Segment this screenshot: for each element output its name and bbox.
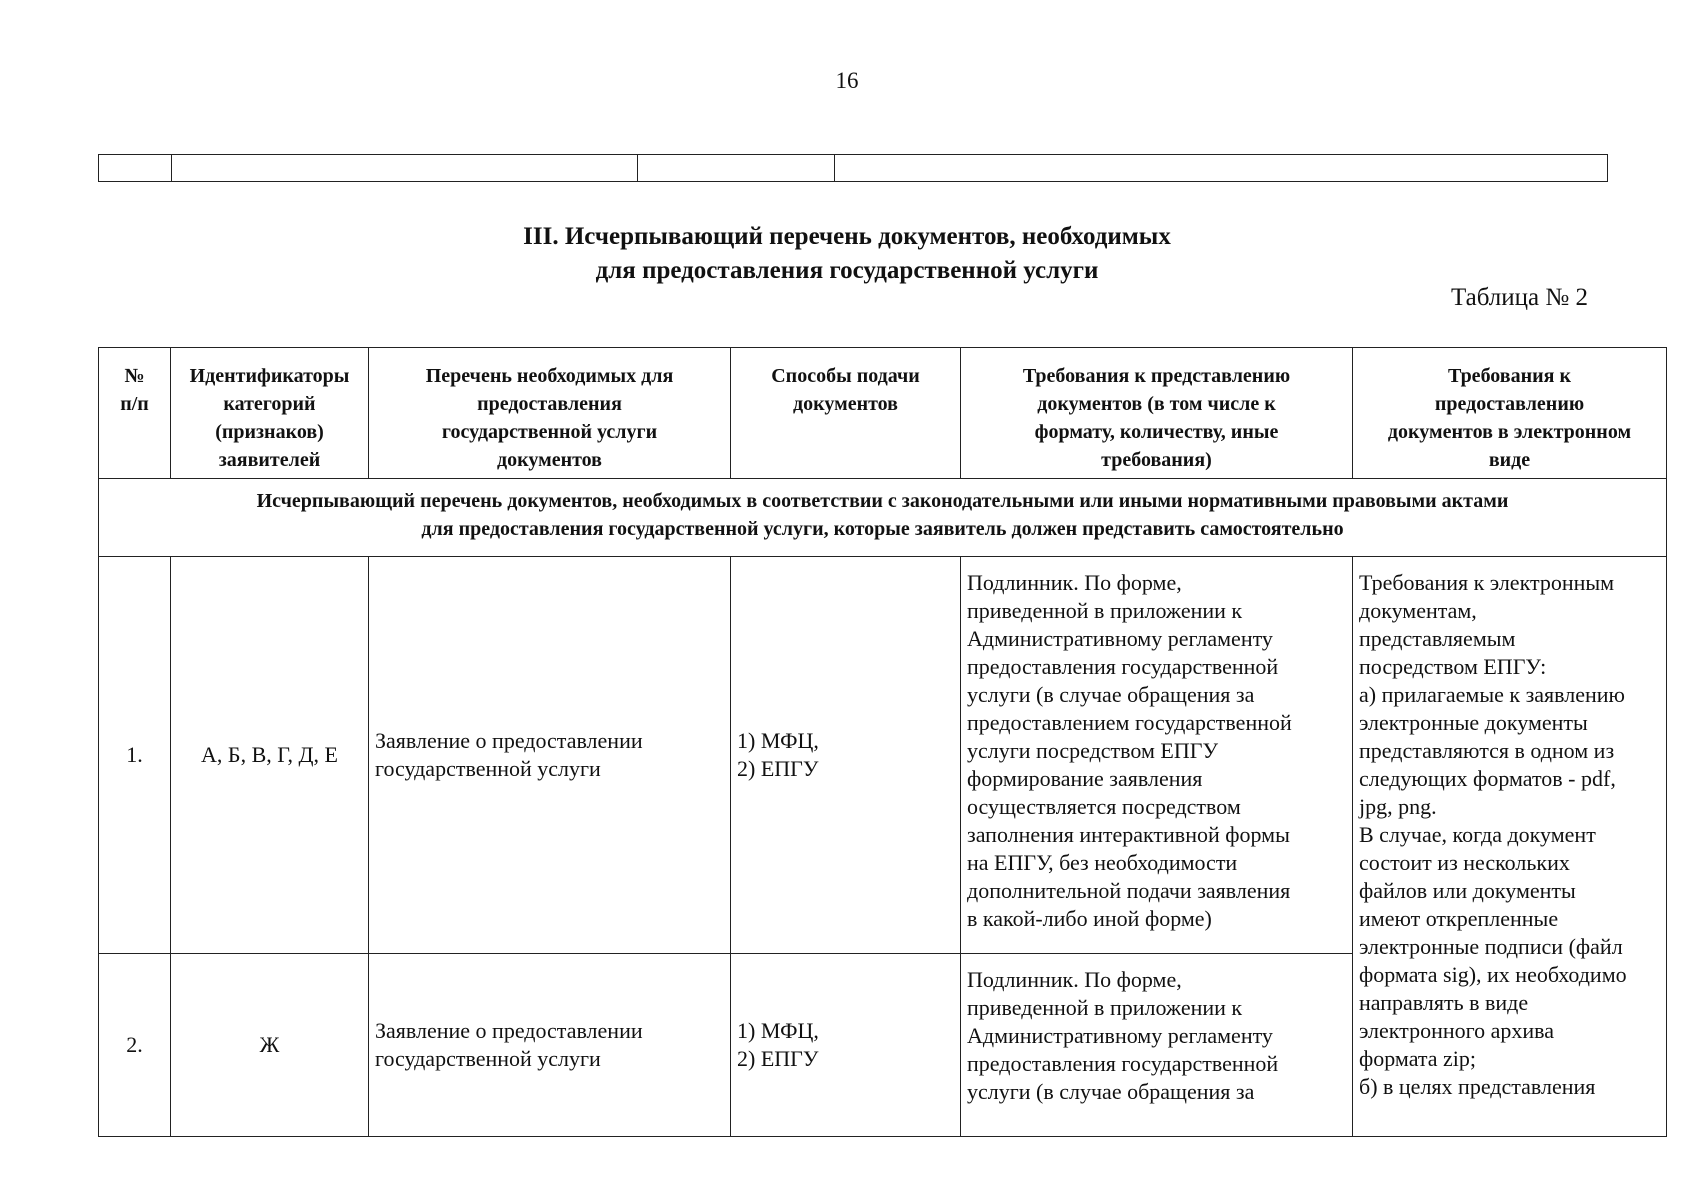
row-requirements: Подлинник. По форме, приведенной в приложении к Административному регламенту предоставления государственной услуги (в случае обращения за предоставлением государственной услуги посредством ЕПГУ формирование заявления осуществляется посредством заполнения интерактивной формы на ЕПГУ, без необходимости дополнительной подачи заявления в какой-либо иной форме) (961, 557, 1353, 954)
table-row (99, 557, 1667, 954)
row-requirements: Подлинник. По форме, приведенной в приложении к Административному регламенту предоставления государственной услуги (в случае обращения за (961, 954, 1353, 1137)
previous-table-fragment (98, 154, 1608, 182)
header-document-list: Перечень необходимых для предоставления государственной услуги документов (369, 348, 731, 479)
header-requirements: Требования к представлению документов (в том числе к формату, количеству, иные требования) (961, 348, 1353, 479)
table-header-row (99, 348, 1667, 479)
row-categories: Ж (171, 954, 369, 1137)
header-submission-methods: Способы подачи документов (731, 348, 961, 479)
section-title-line: III. Исчерпывающий перечень документов, необходимых (523, 223, 1171, 250)
header-categories: Идентификаторы категорий (признаков) заявителей (171, 348, 369, 479)
row-categories: А, Б, В, Г, Д, Е (171, 557, 369, 954)
table-subheader-row (99, 479, 1667, 557)
row-document: Заявление о предоставлении государственной услуги (369, 954, 731, 1137)
row-document: Заявление о предоставлении государственной услуги (369, 557, 731, 954)
header-electronic-requirements: Требования к предоставлению документов в электронном виде (1353, 348, 1667, 479)
electronic-requirements-cell: Требования к электронным документам, представляемым посредством ЕПГУ: а) прилагаемые к заявлению электронные документы представляются в одном из следующих форматов - pdf, jpg, png. В случае, когда документ состоит из нескольких файлов или документы имеют открепленные электронные подписи (файл формата sig), их необходимо направлять в виде электронного архива формата zip; б) в целях представления (1353, 557, 1667, 1137)
row-number: 2. (99, 954, 171, 1137)
section-title-line: для предоставления государственной услуги (595, 257, 1099, 284)
header-number: № п/п (99, 348, 171, 479)
documents-table (98, 347, 1667, 1137)
row-methods: 1) МФЦ, 2) ЕПГУ (731, 954, 961, 1137)
row-methods: 1) МФЦ, 2) ЕПГУ (731, 557, 961, 954)
section-title (0, 220, 1694, 288)
table-subheader: Исчерпывающий перечень документов, необходимых в соответствии с законодательными или иными нормативными правовыми актами для предоставления государственной услуги, которые заявитель должен представить самостоятельно (99, 479, 1667, 557)
page-number: 16 (835, 68, 859, 93)
row-number: 1. (99, 557, 171, 954)
table-label: Таблица № 2 (1450, 284, 1588, 311)
